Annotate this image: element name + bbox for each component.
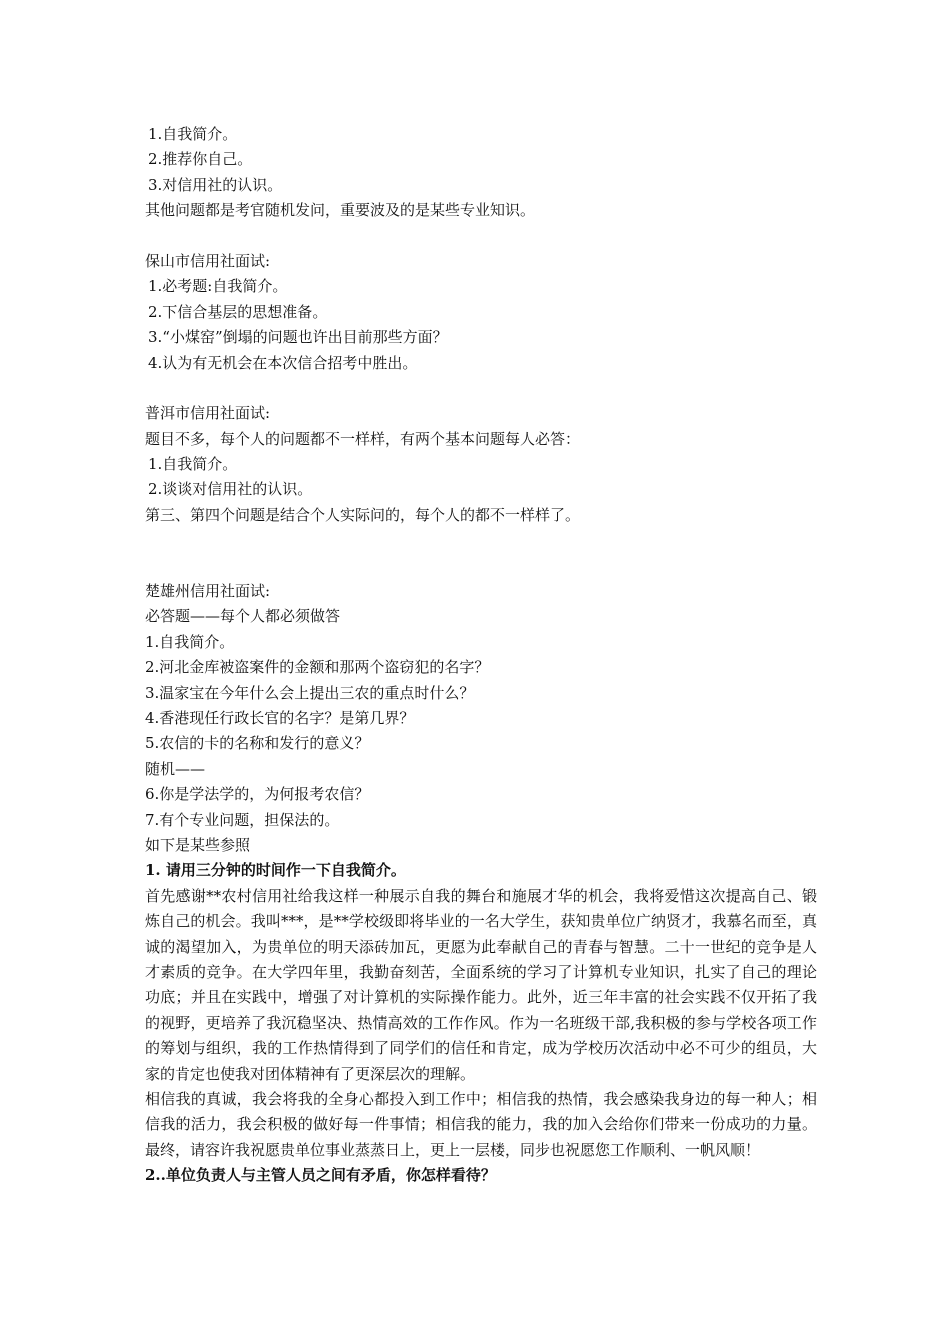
list-item: 1.自我简介。 [148, 125, 238, 143]
list-item: 1.自我简介。 [148, 455, 238, 474]
paragraph: 必答题——每个人都必须做答 [145, 607, 341, 626]
section-heading: 普洱市信用社面试: [145, 404, 271, 423]
paragraph: 题目不多，每个人的问题都不一样样，有两个基本问题每人必答： [145, 429, 581, 448]
list-item: 6.你是学法学的，为何报考农信？ [145, 785, 370, 804]
list-item: 2.谈谈对信用社的认识。 [148, 480, 313, 499]
question-heading: 1. 请用三分钟的时间作一下自我简介。 [145, 861, 406, 880]
list-item: 3.“小煤窑”倒塌的问题也许出目前那些方面？ [148, 328, 448, 347]
section-heading: 楚雄州信用社面试: [145, 582, 271, 601]
paragraph: 首先感谢**农村信用社给我这样一种展示自我的舞台和施展才华的机会，我将爱惜这次提高自己、锻炼自己的机会。我叫***，是**学校级即将毕业的一名大学生，获知贵单位广纳贤才，我慕名而至，真诚的渴望加入，为贵单位的明天添砖加瓦，更愿为此奉献自己的青春与智慧。二十一世纪的竞争是人才素质的竞争。在大学四年里，我勤奋刻苦，全面系统的学习了计算机专业知识，扎实了自己的理论功底；并且在实践中，增强了对计算机的实际操作能力。此外，近三年丰富的社会实践不仅开拓了我的视野，更培养了我沉稳坚决、热情高效的工作作风。作为一名班级干部,我积极的参与学校各项工作的筹划与组织，我的工作热情得到了同学们的信任和肯定，成为学校历次活动中必不可少的组员，大家的肯定也使我对团体精神有了更深层次的理解。 [145, 886, 817, 1083]
question-heading: 2..单位负责人与主管人员之间有矛盾，你怎样看待？ [145, 1166, 496, 1185]
list-item: 1.自我简介。 [145, 632, 235, 651]
list-item: 2.河北金库被盗案件的金额和那两个盗窃犯的名字？ [145, 658, 490, 677]
list-item: 5.农信的卡的名称和发行的意义？ [145, 734, 370, 753]
paragraph: 第三、第四个问题是结合个人实际问的，每个人的都不一样样了。 [145, 505, 581, 524]
paragraph: 如下是某些参照 [145, 835, 251, 854]
list-item: 1.必考题:自我简介。 [148, 277, 288, 296]
list-item: 4.香港现任行政长官的名字？是第几界？ [145, 709, 415, 727]
paragraph: 其他问题都是考官随机发问，重要波及的是某些专业知识。 [145, 201, 536, 220]
list-item: 3.温家宝在今年什么会上提出三农的重点时什么？ [145, 683, 475, 702]
list-item: 7.有个专业问题，担保法的。 [145, 810, 340, 829]
list-item: 2.推荐你自己。 [148, 150, 253, 169]
paragraph: 随机—— [145, 759, 206, 778]
list-item: 3.对信用社的认识。 [148, 175, 283, 194]
list-item: 4.认为有无机会在本次信合招考中胜出。 [148, 353, 418, 372]
document-page [145, 122, 817, 1189]
list-item: 2.下信合基层的思想准备。 [148, 302, 328, 321]
paragraph: 相信我的真诚，我会将我的全身心都投入到工作中；相信我的热情，我会感染我身边的每一种人；相信我的活力，我会积极的做好每一件事情；相信我的能力，我的加入会给你们带来一份成功的力量。最终，请容许我祝愿贵单位事业蒸蒸日上，更上一层楼，同步也祝愿您工作顺利、一帆风顺！ [145, 1089, 817, 1159]
section-heading: 保山市信用社面试: [145, 251, 271, 270]
